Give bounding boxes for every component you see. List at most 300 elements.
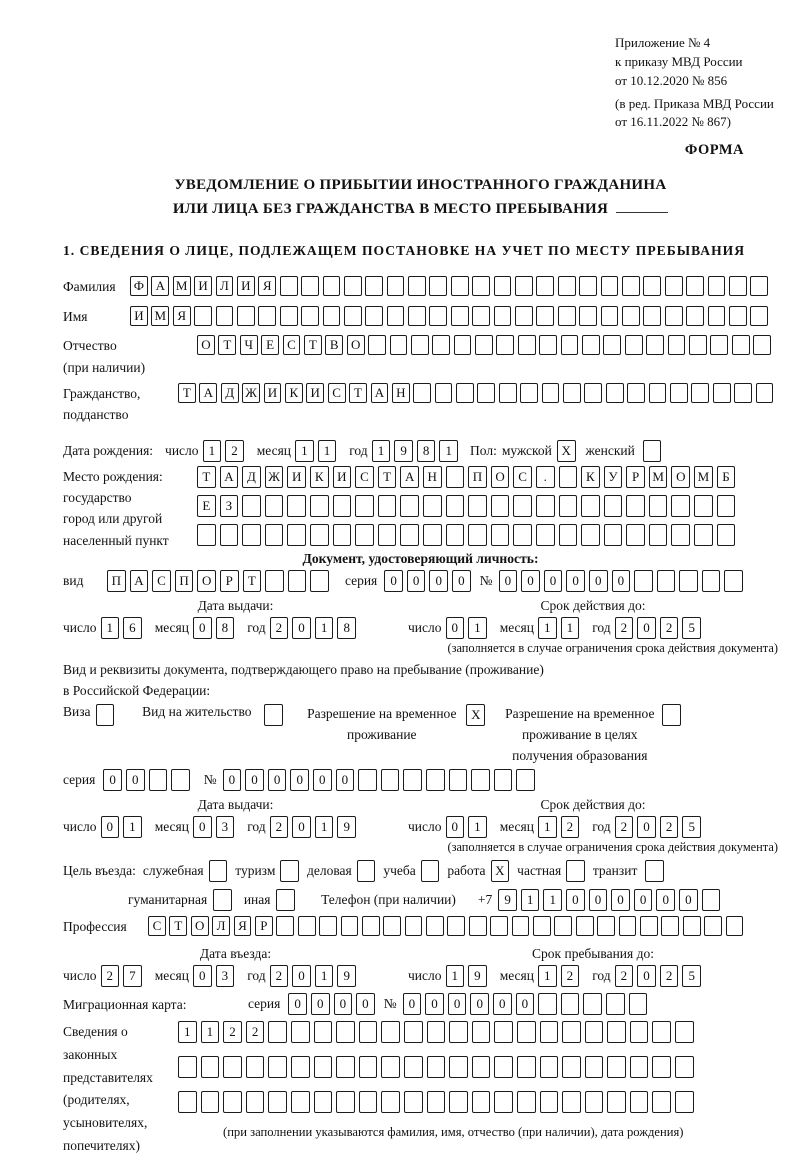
form-cell[interactable] xyxy=(583,993,602,1015)
form-cell[interactable] xyxy=(683,916,701,936)
form-cell[interactable]: О xyxy=(671,466,690,488)
form-cell[interactable] xyxy=(298,916,316,936)
form-cell[interactable]: П xyxy=(468,466,487,488)
form-cell[interactable] xyxy=(178,1091,197,1113)
form-cell[interactable] xyxy=(536,524,555,546)
form-cell[interactable]: 1 xyxy=(315,816,334,838)
form-cell[interactable]: 1 xyxy=(538,965,557,987)
form-cell[interactable] xyxy=(584,383,602,403)
form-cell[interactable]: 9 xyxy=(468,965,487,987)
form-cell[interactable]: 1 xyxy=(178,1021,197,1043)
form-cell[interactable]: 1 xyxy=(521,889,540,911)
form-cell[interactable]: О xyxy=(491,466,510,488)
form-cell[interactable] xyxy=(626,495,645,517)
form-cell[interactable] xyxy=(381,1091,400,1113)
form-cell[interactable] xyxy=(365,306,383,326)
form-cell[interactable] xyxy=(652,1056,671,1078)
form-cell[interactable]: 0 xyxy=(448,993,467,1015)
form-cell[interactable]: 0 xyxy=(637,816,656,838)
form-cell[interactable]: 6 xyxy=(123,617,142,639)
form-cell[interactable] xyxy=(429,276,447,296)
form-cell[interactable]: С xyxy=(328,383,346,403)
form-cell[interactable] xyxy=(579,306,597,326)
form-cell[interactable] xyxy=(491,524,510,546)
form-cell[interactable]: Р xyxy=(220,570,239,592)
form-cell[interactable] xyxy=(223,1056,242,1078)
form-cell[interactable]: 9 xyxy=(337,816,356,838)
form-cell[interactable]: 2 xyxy=(270,617,289,639)
form-cell[interactable]: Д xyxy=(221,383,239,403)
form-cell[interactable] xyxy=(606,383,624,403)
form-cell[interactable]: 0 xyxy=(634,889,653,911)
form-cell[interactable] xyxy=(258,306,276,326)
form-cell[interactable] xyxy=(512,916,530,936)
form-cell[interactable] xyxy=(494,1056,513,1078)
form-cell[interactable]: 7 xyxy=(123,965,142,987)
form-cell[interactable] xyxy=(413,383,431,403)
form-cell[interactable]: 2 xyxy=(660,965,679,987)
form-cell[interactable] xyxy=(408,306,426,326)
form-cell[interactable]: И xyxy=(333,466,352,488)
form-cell[interactable] xyxy=(287,524,306,546)
form-cell[interactable]: А xyxy=(199,383,217,403)
form-cell[interactable] xyxy=(426,916,444,936)
form-cell[interactable] xyxy=(561,335,579,355)
form-cell[interactable] xyxy=(657,570,676,592)
form-cell[interactable] xyxy=(314,1021,333,1043)
form-cell[interactable] xyxy=(310,495,329,517)
form-cell[interactable]: 5 xyxy=(682,617,701,639)
form-cell[interactable] xyxy=(291,1021,310,1043)
form-cell[interactable]: 1 xyxy=(468,816,487,838)
form-cell[interactable]: С xyxy=(148,916,166,936)
form-cell[interactable]: 0 xyxy=(544,570,563,592)
form-cell[interactable] xyxy=(405,916,423,936)
form-cell[interactable] xyxy=(469,916,487,936)
form-cell[interactable] xyxy=(310,524,329,546)
form-cell[interactable] xyxy=(540,1091,559,1113)
form-cell[interactable] xyxy=(494,276,512,296)
form-cell[interactable] xyxy=(472,1056,491,1078)
form-cell[interactable] xyxy=(408,276,426,296)
form-cell[interactable] xyxy=(475,335,493,355)
form-cell[interactable] xyxy=(559,466,578,488)
form-cell[interactable] xyxy=(710,335,728,355)
form-cell[interactable] xyxy=(494,1091,513,1113)
form-cell[interactable]: 1 xyxy=(315,965,334,987)
form-cell[interactable] xyxy=(390,335,408,355)
form-cell[interactable]: Т xyxy=(169,916,187,936)
form-cell[interactable] xyxy=(670,383,688,403)
form-cell[interactable] xyxy=(265,524,284,546)
purpose-official-checkbox[interactable] xyxy=(209,860,228,882)
form-cell[interactable] xyxy=(472,1091,491,1113)
form-cell[interactable]: 0 xyxy=(446,617,465,639)
form-cell[interactable]: 0 xyxy=(292,965,311,987)
form-cell[interactable]: 0 xyxy=(566,570,585,592)
form-cell[interactable]: Ф xyxy=(130,276,148,296)
form-cell[interactable] xyxy=(622,306,640,326)
form-cell[interactable] xyxy=(597,916,615,936)
edu-permit-checkbox[interactable] xyxy=(662,704,681,726)
form-cell[interactable]: Т xyxy=(349,383,367,403)
form-cell[interactable] xyxy=(717,495,736,517)
purpose-humanitarian-checkbox[interactable] xyxy=(213,889,232,911)
form-cell[interactable]: 0 xyxy=(288,993,307,1015)
form-cell[interactable]: Т xyxy=(243,570,262,592)
form-cell[interactable] xyxy=(675,1091,694,1113)
form-cell[interactable] xyxy=(671,524,690,546)
temp-permit-checkbox[interactable]: X xyxy=(466,704,485,726)
form-cell[interactable] xyxy=(732,335,750,355)
form-cell[interactable]: М xyxy=(151,306,169,326)
form-cell[interactable] xyxy=(216,306,234,326)
form-cell[interactable] xyxy=(446,495,465,517)
form-cell[interactable]: Я xyxy=(234,916,252,936)
form-cell[interactable] xyxy=(734,383,752,403)
purpose-tourism-checkbox[interactable] xyxy=(280,860,299,882)
form-cell[interactable] xyxy=(265,570,284,592)
form-cell[interactable]: 0 xyxy=(521,570,540,592)
form-cell[interactable] xyxy=(518,335,536,355)
form-cell[interactable]: С xyxy=(152,570,171,592)
form-cell[interactable]: 2 xyxy=(101,965,120,987)
form-cell[interactable]: Ж xyxy=(265,466,284,488)
form-cell[interactable]: 2 xyxy=(615,965,634,987)
form-cell[interactable]: О xyxy=(191,916,209,936)
form-cell[interactable] xyxy=(630,1056,649,1078)
form-cell[interactable] xyxy=(559,495,578,517)
form-cell[interactable] xyxy=(750,276,768,296)
form-cell[interactable]: 2 xyxy=(246,1021,265,1043)
form-cell[interactable] xyxy=(411,335,429,355)
purpose-business-checkbox[interactable] xyxy=(357,860,376,882)
form-cell[interactable] xyxy=(494,306,512,326)
form-cell[interactable] xyxy=(383,916,401,936)
form-cell[interactable]: 0 xyxy=(446,816,465,838)
form-cell[interactable] xyxy=(702,570,721,592)
form-cell[interactable] xyxy=(665,276,683,296)
form-cell[interactable] xyxy=(449,1021,468,1043)
form-cell[interactable]: 1 xyxy=(446,965,465,987)
form-cell[interactable] xyxy=(536,276,554,296)
form-cell[interactable] xyxy=(365,276,383,296)
form-cell[interactable] xyxy=(268,1056,287,1078)
form-cell[interactable] xyxy=(472,276,490,296)
form-cell[interactable]: 1 xyxy=(318,440,337,462)
form-cell[interactable] xyxy=(649,524,668,546)
form-cell[interactable]: 0 xyxy=(611,889,630,911)
form-cell[interactable]: 0 xyxy=(193,816,212,838)
form-cell[interactable] xyxy=(265,495,284,517)
form-cell[interactable] xyxy=(378,495,397,517)
form-cell[interactable] xyxy=(661,916,679,936)
form-cell[interactable] xyxy=(585,1091,604,1113)
form-cell[interactable] xyxy=(323,306,341,326)
form-cell[interactable] xyxy=(694,495,713,517)
form-cell[interactable] xyxy=(359,1021,378,1043)
form-cell[interactable] xyxy=(201,1056,220,1078)
form-cell[interactable] xyxy=(604,495,623,517)
form-cell[interactable]: 2 xyxy=(270,965,289,987)
form-cell[interactable]: Н xyxy=(423,466,442,488)
form-cell[interactable]: Р xyxy=(255,916,273,936)
form-cell[interactable]: 9 xyxy=(337,965,356,987)
form-cell[interactable] xyxy=(400,495,419,517)
form-cell[interactable]: К xyxy=(581,466,600,488)
form-cell[interactable] xyxy=(579,276,597,296)
form-cell[interactable] xyxy=(643,276,661,296)
form-cell[interactable]: 0 xyxy=(425,993,444,1015)
form-cell[interactable] xyxy=(368,335,386,355)
form-cell[interactable]: П xyxy=(175,570,194,592)
form-cell[interactable]: О xyxy=(197,335,215,355)
form-cell[interactable] xyxy=(562,1021,581,1043)
form-cell[interactable]: 1 xyxy=(372,440,391,462)
form-cell[interactable] xyxy=(675,1056,694,1078)
form-cell[interactable] xyxy=(607,1021,626,1043)
form-cell[interactable] xyxy=(585,1021,604,1043)
form-cell[interactable] xyxy=(344,276,362,296)
form-cell[interactable] xyxy=(513,524,532,546)
form-cell[interactable] xyxy=(563,383,581,403)
form-cell[interactable] xyxy=(301,276,319,296)
form-cell[interactable] xyxy=(581,524,600,546)
form-cell[interactable] xyxy=(280,276,298,296)
form-cell[interactable]: 1 xyxy=(295,440,314,462)
form-cell[interactable] xyxy=(717,524,736,546)
form-cell[interactable] xyxy=(378,524,397,546)
form-cell[interactable] xyxy=(429,306,447,326)
form-cell[interactable]: С xyxy=(355,466,374,488)
form-cell[interactable] xyxy=(562,1091,581,1113)
form-cell[interactable]: 3 xyxy=(216,816,235,838)
form-cell[interactable] xyxy=(671,495,690,517)
form-cell[interactable]: 5 xyxy=(682,816,701,838)
form-cell[interactable]: 0 xyxy=(656,889,675,911)
form-cell[interactable]: 9 xyxy=(498,889,517,911)
form-cell[interactable] xyxy=(355,524,374,546)
form-cell[interactable] xyxy=(301,306,319,326)
form-cell[interactable]: 1 xyxy=(543,889,562,911)
form-cell[interactable]: 5 xyxy=(682,965,701,987)
form-cell[interactable] xyxy=(355,495,374,517)
form-cell[interactable]: 0 xyxy=(313,769,332,791)
form-cell[interactable] xyxy=(652,1091,671,1113)
form-cell[interactable] xyxy=(640,916,658,936)
form-cell[interactable]: С xyxy=(283,335,301,355)
form-cell[interactable]: 8 xyxy=(417,440,436,462)
form-cell[interactable] xyxy=(246,1091,265,1113)
form-cell[interactable]: А xyxy=(371,383,389,403)
form-cell[interactable] xyxy=(561,993,580,1015)
form-cell[interactable]: 0 xyxy=(499,570,518,592)
form-cell[interactable] xyxy=(622,276,640,296)
form-cell[interactable]: А xyxy=(151,276,169,296)
form-cell[interactable] xyxy=(423,495,442,517)
form-cell[interactable] xyxy=(494,769,513,791)
form-cell[interactable] xyxy=(729,306,747,326)
form-cell[interactable] xyxy=(446,466,465,488)
form-cell[interactable]: 0 xyxy=(566,889,585,911)
form-cell[interactable] xyxy=(542,383,560,403)
form-cell[interactable] xyxy=(291,1091,310,1113)
form-cell[interactable]: 2 xyxy=(561,816,580,838)
form-cell[interactable] xyxy=(246,1056,265,1078)
form-cell[interactable] xyxy=(496,335,514,355)
form-cell[interactable] xyxy=(554,916,572,936)
form-cell[interactable] xyxy=(668,335,686,355)
form-cell[interactable] xyxy=(447,916,465,936)
form-cell[interactable] xyxy=(604,524,623,546)
form-cell[interactable]: Н xyxy=(392,383,410,403)
form-cell[interactable] xyxy=(268,1021,287,1043)
form-cell[interactable] xyxy=(606,993,625,1015)
form-cell[interactable]: 2 xyxy=(270,816,289,838)
form-cell[interactable] xyxy=(756,383,774,403)
form-cell[interactable]: 0 xyxy=(356,993,375,1015)
form-cell[interactable]: М xyxy=(649,466,668,488)
form-cell[interactable]: 1 xyxy=(201,1021,220,1043)
form-cell[interactable]: 0 xyxy=(452,570,471,592)
purpose-study-checkbox[interactable] xyxy=(421,860,440,882)
form-cell[interactable] xyxy=(194,306,212,326)
form-cell[interactable] xyxy=(626,524,645,546)
form-cell[interactable]: 2 xyxy=(223,1021,242,1043)
form-cell[interactable] xyxy=(291,1056,310,1078)
form-cell[interactable]: З xyxy=(220,495,239,517)
form-cell[interactable]: Т xyxy=(378,466,397,488)
form-cell[interactable]: 3 xyxy=(216,965,235,987)
form-cell[interactable]: Л xyxy=(212,916,230,936)
form-cell[interactable] xyxy=(713,383,731,403)
form-cell[interactable] xyxy=(702,889,721,911)
form-cell[interactable] xyxy=(381,1056,400,1078)
form-cell[interactable]: А xyxy=(400,466,419,488)
form-cell[interactable] xyxy=(686,276,704,296)
form-cell[interactable] xyxy=(449,769,468,791)
form-cell[interactable] xyxy=(724,570,743,592)
form-cell[interactable]: Ч xyxy=(240,335,258,355)
form-cell[interactable]: 0 xyxy=(268,769,287,791)
form-cell[interactable]: И xyxy=(287,466,306,488)
form-cell[interactable] xyxy=(336,1021,355,1043)
form-cell[interactable] xyxy=(288,570,307,592)
form-cell[interactable]: 0 xyxy=(311,993,330,1015)
form-cell[interactable] xyxy=(381,1021,400,1043)
form-cell[interactable] xyxy=(643,306,661,326)
sex-female-checkbox[interactable] xyxy=(643,440,662,462)
form-cell[interactable] xyxy=(242,495,261,517)
form-cell[interactable] xyxy=(362,916,380,936)
form-cell[interactable] xyxy=(341,916,359,936)
form-cell[interactable] xyxy=(490,916,508,936)
form-cell[interactable]: 0 xyxy=(193,617,212,639)
form-cell[interactable]: 0 xyxy=(407,570,426,592)
form-cell[interactable]: А xyxy=(220,466,239,488)
form-cell[interactable] xyxy=(333,524,352,546)
form-cell[interactable] xyxy=(276,916,294,936)
form-cell[interactable] xyxy=(336,1056,355,1078)
form-cell[interactable] xyxy=(381,769,400,791)
form-cell[interactable] xyxy=(451,276,469,296)
form-cell[interactable]: 2 xyxy=(561,965,580,987)
form-cell[interactable] xyxy=(468,495,487,517)
form-cell[interactable]: Т xyxy=(197,466,216,488)
form-cell[interactable] xyxy=(603,335,621,355)
form-cell[interactable] xyxy=(576,916,594,936)
form-cell[interactable]: Е xyxy=(197,495,216,517)
form-cell[interactable] xyxy=(471,769,490,791)
form-cell[interactable] xyxy=(220,524,239,546)
form-cell[interactable] xyxy=(558,276,576,296)
form-cell[interactable] xyxy=(601,276,619,296)
form-cell[interactable] xyxy=(750,306,768,326)
form-cell[interactable]: 9 xyxy=(394,440,413,462)
form-cell[interactable] xyxy=(619,916,637,936)
form-cell[interactable]: 0 xyxy=(493,993,512,1015)
form-cell[interactable] xyxy=(237,306,255,326)
form-cell[interactable] xyxy=(427,1091,446,1113)
form-cell[interactable] xyxy=(607,1056,626,1078)
form-cell[interactable] xyxy=(268,1091,287,1113)
form-cell[interactable] xyxy=(652,1021,671,1043)
form-cell[interactable] xyxy=(491,495,510,517)
form-cell[interactable] xyxy=(607,1091,626,1113)
form-cell[interactable] xyxy=(403,769,422,791)
sex-male-checkbox[interactable]: X xyxy=(557,440,576,462)
form-cell[interactable]: 0 xyxy=(637,965,656,987)
form-cell[interactable]: О xyxy=(347,335,365,355)
form-cell[interactable]: 1 xyxy=(538,816,557,838)
form-cell[interactable]: . xyxy=(536,466,555,488)
form-cell[interactable]: 2 xyxy=(225,440,244,462)
form-cell[interactable]: 1 xyxy=(561,617,580,639)
purpose-transit-checkbox[interactable] xyxy=(645,860,664,882)
form-cell[interactable]: 0 xyxy=(290,769,309,791)
visa-checkbox[interactable] xyxy=(96,704,115,726)
form-cell[interactable] xyxy=(630,1021,649,1043)
form-cell[interactable]: Е xyxy=(261,335,279,355)
form-cell[interactable] xyxy=(468,524,487,546)
form-cell[interactable]: И xyxy=(194,276,212,296)
form-cell[interactable] xyxy=(449,1091,468,1113)
form-cell[interactable] xyxy=(726,916,744,936)
form-cell[interactable] xyxy=(686,306,704,326)
form-cell[interactable] xyxy=(753,335,771,355)
form-cell[interactable] xyxy=(287,495,306,517)
form-cell[interactable] xyxy=(517,1091,536,1113)
form-cell[interactable] xyxy=(310,570,329,592)
form-cell[interactable] xyxy=(427,1056,446,1078)
form-cell[interactable] xyxy=(242,524,261,546)
form-cell[interactable] xyxy=(627,383,645,403)
form-cell[interactable] xyxy=(454,335,472,355)
form-cell[interactable] xyxy=(449,1056,468,1078)
form-cell[interactable] xyxy=(400,524,419,546)
form-cell[interactable]: 0 xyxy=(679,889,698,911)
form-cell[interactable]: 8 xyxy=(337,617,356,639)
form-cell[interactable] xyxy=(533,916,551,936)
form-cell[interactable] xyxy=(708,306,726,326)
form-cell[interactable] xyxy=(435,383,453,403)
purpose-work-checkbox[interactable]: X xyxy=(491,860,510,882)
form-cell[interactable]: Т xyxy=(178,383,196,403)
form-cell[interactable] xyxy=(323,276,341,296)
form-cell[interactable] xyxy=(634,570,653,592)
form-cell[interactable]: К xyxy=(285,383,303,403)
form-cell[interactable] xyxy=(201,1091,220,1113)
